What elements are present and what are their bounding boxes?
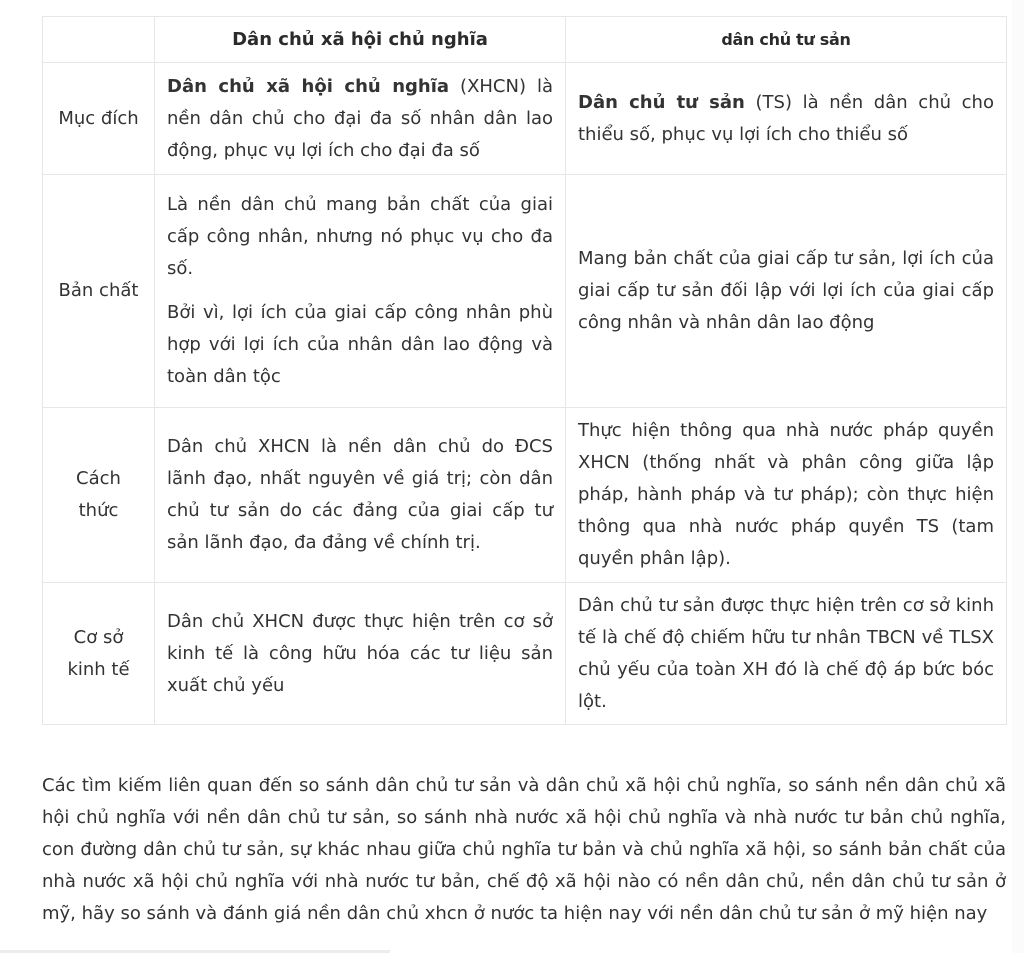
term-xhcn: Dân chủ xã hội chủ nghĩa: [167, 75, 450, 97]
cell-muc-dich-ts: [566, 63, 1007, 175]
paragraph: Bởi vì, lợi ích của giai cấp công nhân phù hợp với lợi ích của nhân dân lao động và toàn dân tộc: [167, 302, 553, 387]
cell-cach-thuc-xhcn: Dân chủ XHCN là nền dân chủ do ĐCS lãnh đạo, nhất nguyên về giá trị; còn dân chủ tư sản do các đảng của giai cấp tư sản lãnh đạo, đa đảng về chính trị.: [155, 408, 566, 583]
comparison-table: [42, 16, 1007, 725]
row-label-cach-thuc: Cách thức: [43, 408, 155, 583]
header-xhcn: Dân chủ xã hội chủ nghĩa: [155, 17, 566, 63]
term-ts: Dân chủ tư sản: [578, 91, 745, 113]
table-row: [43, 63, 1007, 175]
definition-text: (TS) là nền dân chủ cho thiểu số, phục vụ lợi ích cho thiểu số: [578, 91, 994, 145]
row-label-muc-dich: Mục đích: [43, 63, 155, 175]
table-row: [43, 583, 1007, 725]
row-label-co-so-kinh-te: Cơ sở kinh tế: [43, 583, 155, 725]
table-row: [43, 408, 1007, 583]
cell-ban-chat-xhcn: [155, 175, 566, 408]
header-tu-san: dân chủ tư sản: [566, 17, 1007, 63]
paragraph: Là nền dân chủ mang bản chất của giai cấp công nhân, nhưng nó phục vụ cho đa số.: [167, 194, 553, 279]
cell-co-so-kinh-te-xhcn: Dân chủ XHCN được thực hiện trên cơ sở kinh tế là công hữu hóa các tư liệu sản xuất chủ yếu: [155, 583, 566, 725]
related-searches-paragraph: Các tìm kiếm liên quan đến so sánh dân chủ tư sản và dân chủ xã hội chủ nghĩa, so sánh nền dân chủ xã hội chủ nghĩa với nền dân chủ tư sản, so sánh nhà nước xã hội chủ nghĩa và nhà nước tư bản chủ nghĩa, con đường dân chủ tư sản, sự khác nhau giữa chủ nghĩa tư bản và chủ nghĩa xã hội, so sánh bản chất của nhà nước xã hội chủ nghĩa với nhà nước tư bản, chế độ xã hội nào có nền dân chủ, nền dân chủ tư sản ở mỹ, hãy so sánh và đánh giá nền dân chủ xhcn ở nước ta hiện nay với nền dân chủ tư sản ở mỹ hiện nay: [42, 775, 1006, 924]
cell-cach-thuc-ts: Thực hiện thông qua nhà nước pháp quyền XHCN (thống nhất và phân công giữa lập pháp, hành pháp và tư pháp); còn thực hiện thông qua nhà nước pháp quyền TS (tam quyền phân lập).: [566, 408, 1007, 583]
cell-co-so-kinh-te-ts: Dân chủ tư sản được thực hiện trên cơ sở kinh tế là chế độ chiếm hữu tư nhân TBCN về TLSX chủ yếu của toàn XH đó là chế độ áp bức bóc lột.: [566, 583, 1007, 725]
definition-text: (XHCN) là nền dân chủ cho đại đa số nhân dân lao động, phục vụ lợi ích cho đại đa số: [167, 75, 553, 161]
cell-muc-dich-xhcn: [155, 63, 566, 175]
cell-ban-chat-ts: Mang bản chất của giai cấp tư sản, lợi ích của giai cấp tư sản đối lập với lợi ích của giai cấp công nhân và nhân dân lao động: [566, 175, 1007, 408]
row-label-ban-chat: Bản chất: [43, 175, 155, 408]
page-edge-shade: [1012, 0, 1024, 953]
table-header-row: [43, 17, 1007, 63]
header-empty-cell: [43, 17, 155, 63]
table-row: [43, 175, 1007, 408]
